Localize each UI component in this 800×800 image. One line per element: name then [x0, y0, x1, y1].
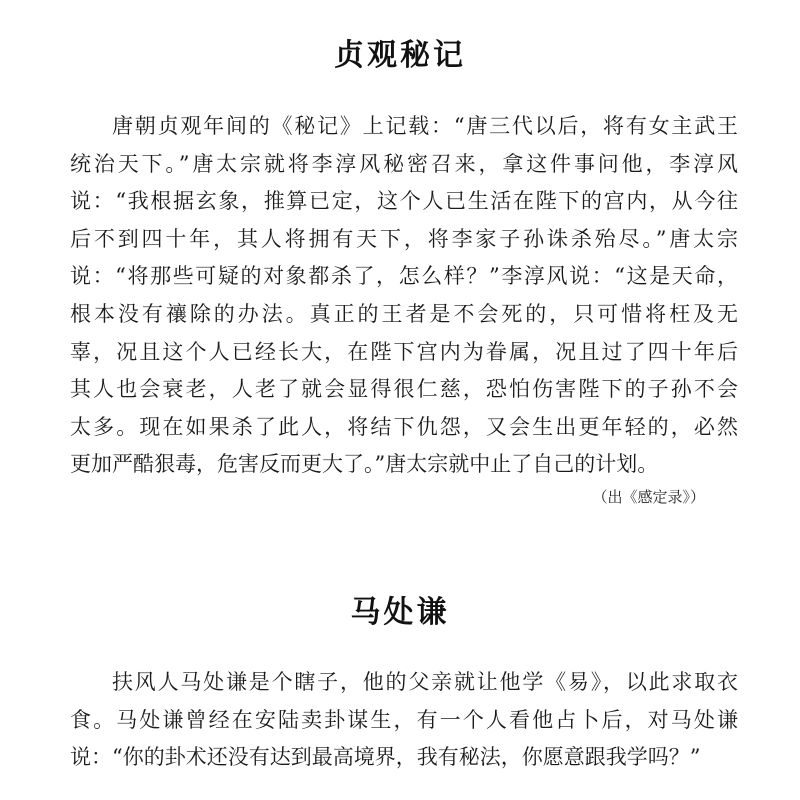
text-line: 其人也会衰老，人老了就会显得很仁慈，恐怕伤害陛下的子孙不会: [70, 377, 738, 402]
section-body-ma-chuqian: [70, 664, 738, 777]
text-line: 唐朝贞观年间的《秘记》上记载：“唐三代以后，将有女主武王: [112, 114, 738, 138]
text-line: 太多。现在如果杀了此人，将结下仇怨，又会生出更年轻的，必然: [70, 414, 738, 439]
text-line: 扶风人马处谦是个瞎子，他的父亲就让他学《易》，以此求取衣: [112, 670, 738, 694]
text-line: 说：“我根据玄象，推算已定，这个人已生活在陛下的宫内，从今往: [70, 189, 738, 214]
text-line: 统治天下。”唐太宗就将李淳风秘密召来，拿这件事问他，李淳风: [70, 151, 738, 176]
source-citation: （出《感定录》）: [592, 488, 705, 506]
text-line: 食。马处谦曾经在安陆卖卦谋生，有一个人看他占卜后，对马处谦: [70, 707, 738, 732]
text-line: 说：“你的卦术还没有达到最高境界，我有秘法，你愿意跟我学吗？”: [70, 745, 701, 770]
section-title-zhenguan-miji: 贞观秘记: [334, 38, 466, 73]
text-line: 说：“将那些可疑的对象都杀了，怎么样？”李淳风说：“这是天命，: [70, 264, 738, 289]
section-title-ma-chuqian: 马处谦: [350, 595, 450, 630]
text-line: 后不到四十年，其人将拥有天下，将李家子孙诛杀殆尽。”唐太宗: [70, 226, 738, 251]
text-line: 辜，况且这个人已经长大，在陛下宫内为眷属，况且过了四十年后: [70, 339, 738, 364]
section-body-zhenguan-miji: [70, 108, 738, 484]
text-line: 更加严酷狠毒，危害反而更大了。”唐太宗就中止了自己的计划。: [70, 452, 659, 477]
text-line: 根本没有禳除的办法。真正的王者是不会死的，只可惜将枉及无: [70, 301, 738, 326]
